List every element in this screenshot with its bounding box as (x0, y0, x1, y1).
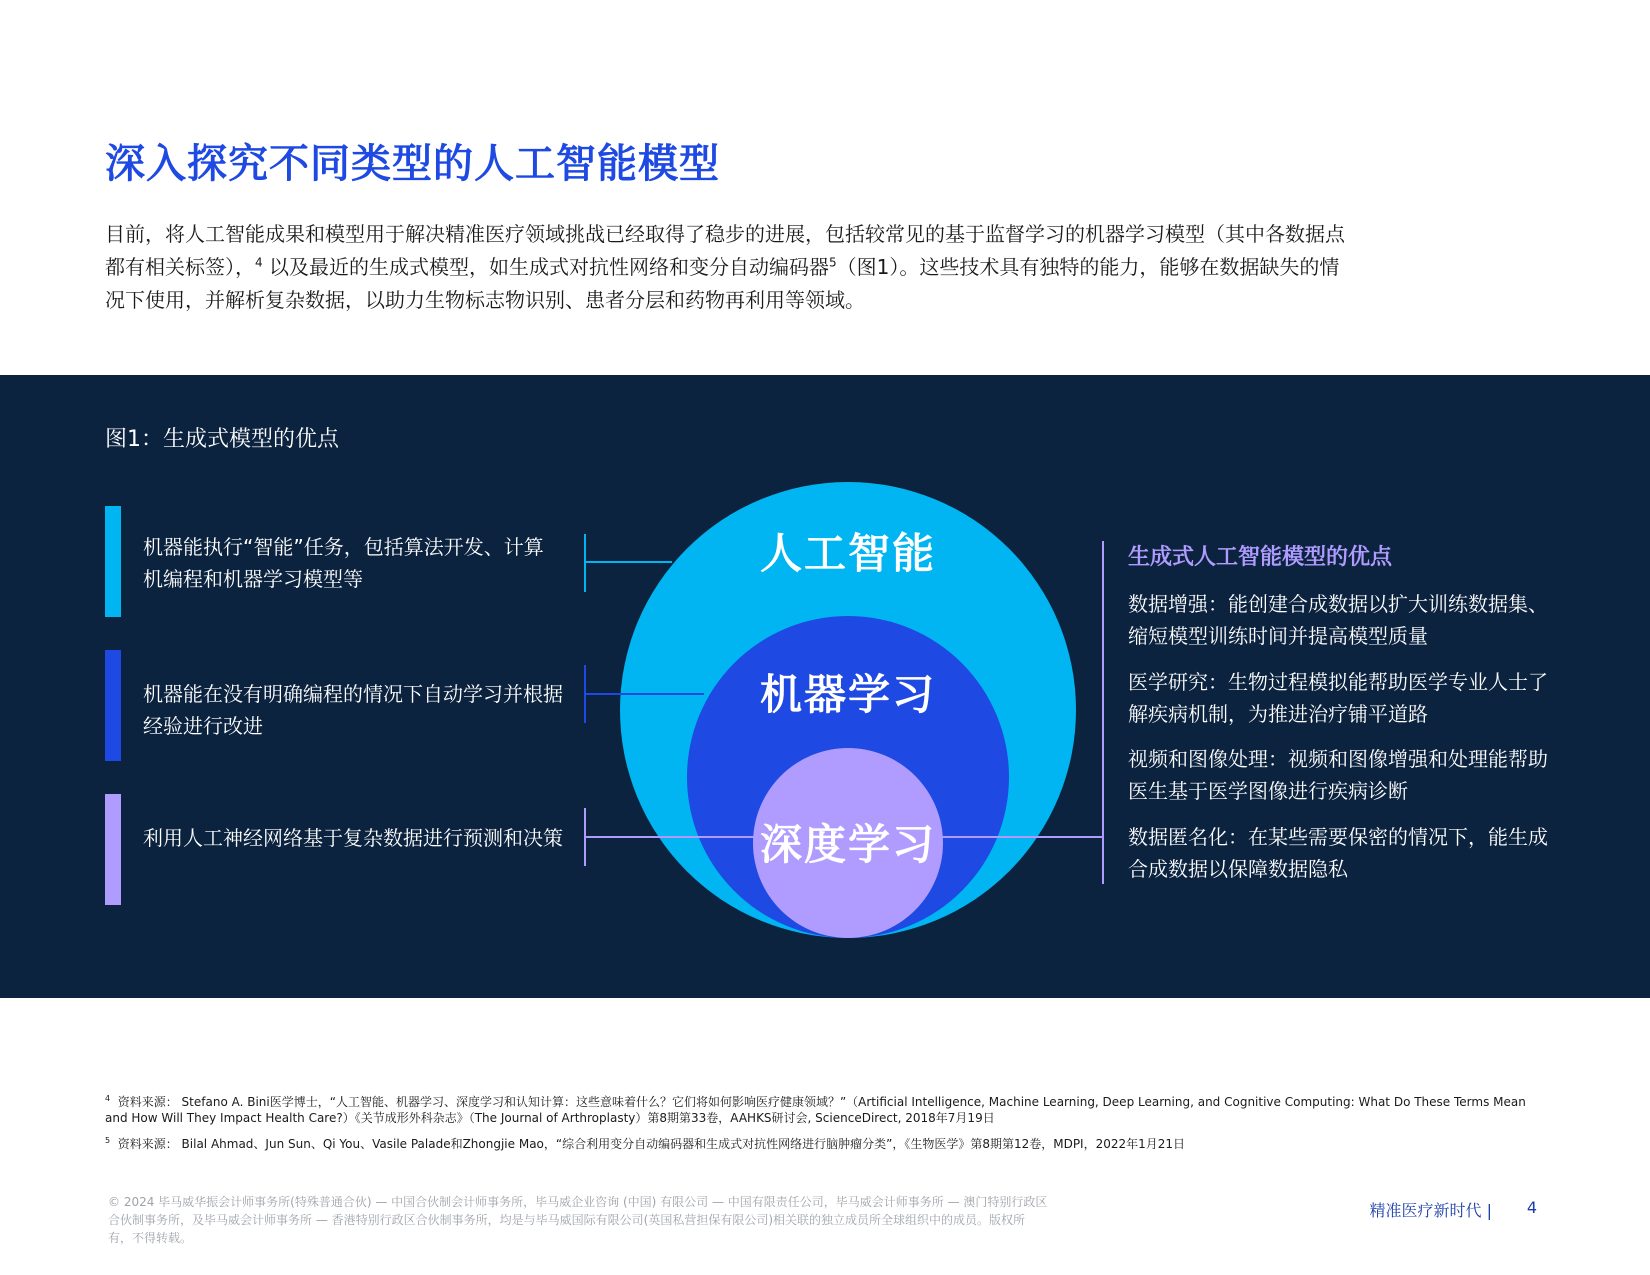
benefit-item: 医学研究：生物过程模拟能帮助医学专业人士了解疾病机制，为推进治疗铺平道路 (1128, 670, 1548, 726)
benefit-item: 数据增强：能创建合成数据以扩大训练数据集、缩短模型训练时间并提高模型质量 (1128, 592, 1548, 648)
left-item-text: 机器能在没有明确编程的情况下自动学习并根据经验进行改进 (143, 682, 563, 738)
intro-text-2: 以及最近的生成式模型，如生成式对抗性网络和变分自动编码器 (262, 255, 829, 279)
intro-text-3: （图1）。这些技术具有独特的能力，能够在数据缺失的情况下使用，并解析复杂数据，以助力生物标志物识别、患者分层和药物再利用等领域。 (105, 255, 1340, 312)
footnote-number: 5 (105, 1136, 111, 1145)
page-number: 4 (1526, 1198, 1537, 1217)
footnote-5 (105, 1136, 1545, 1152)
copyright-notice: © 2024 毕马威华振会计师事务所(特殊普通合伙) — 中国合伙制会计师事务所，毕马威企业咨询 (中国) 有限公司 — 中国有限责任公司，毕马威会计师事务所 — 澳门特别行政区合伙制事务所，及毕马威会计师事务所 — 香港特别行政区合伙制事务所，均是与毕马威国际有限公司(英国私营担保有限公司)相关联的独立成员所全球组织中的成员。版权所有，不得转载。 (108, 1195, 1048, 1245)
left-item-text: 利用人工神经网络基于复杂数据进行预测和决策 (143, 826, 563, 850)
left-item-text: 机器能执行“智能”任务，包括算法开发、计算机编程和机器学习模型等 (143, 535, 544, 591)
circle-label-ml: 机器学习 (759, 670, 936, 719)
report-title: 精准医疗新时代 | (1369, 1201, 1492, 1220)
figure-title: 图1：生成式模型的优点 (105, 427, 339, 452)
benefits-title: 生成式人工智能模型的优点 (1128, 545, 1393, 570)
benefit-item: 视频和图像处理：视频和图像增强和处理能帮助医生基于医学图像进行疾病诊断 (1128, 747, 1548, 803)
footnote-ref-5[interactable]: 5 (829, 255, 837, 270)
intro-text-1: 目前，将人工智能成果和模型用于解决精准医疗领域挑战已经取得了稳步的进展，包括较常见的基于监督学习的机器学习模型（其中各数据点都有相关标签）， (105, 222, 1345, 279)
page-title: 深入探究不同类型的人工智能模型 (105, 141, 720, 187)
footnote-4 (105, 1094, 1545, 1126)
circle-label-dl: 深度学习 (759, 820, 936, 869)
footnote-ref-4[interactable]: 4 (255, 255, 263, 270)
benefit-item: 数据匿名化：在某些需要保密的情况下，能生成合成数据以保障数据隐私 (1128, 825, 1548, 881)
footnote-number: 4 (105, 1094, 111, 1103)
footnote-text: 资料来源： Stefano A. Bini医学博士，“人工智能、机器学习、深度学习和认知计算：这些意味着什么？它们将如何影响医疗健康领域？”（Artificial Intelligence, Machine Learning, Deep Learning, and Cognitive Computing: What Do These Terms Mean and How Will They Impact Health Care?）《关节成形外科杂志》（The Journal of Arthroplasty）第8期第33卷，AAHKS研讨会, ScienceDirect, 2018年7月19日 (105, 1095, 1526, 1125)
circle-label-ai: 人工智能 (759, 529, 936, 578)
footnote-text: 资料来源： Bilal Ahmad、Jun Sun、Qi You、Vasile Palade和Zhongjie Mao，“综合利用变分自动编码器和生成式对抗性网络进行脑肿瘤分类”，《生物医学》第8期第12卷，MDPI，2022年1月21日 (117, 1137, 1186, 1151)
